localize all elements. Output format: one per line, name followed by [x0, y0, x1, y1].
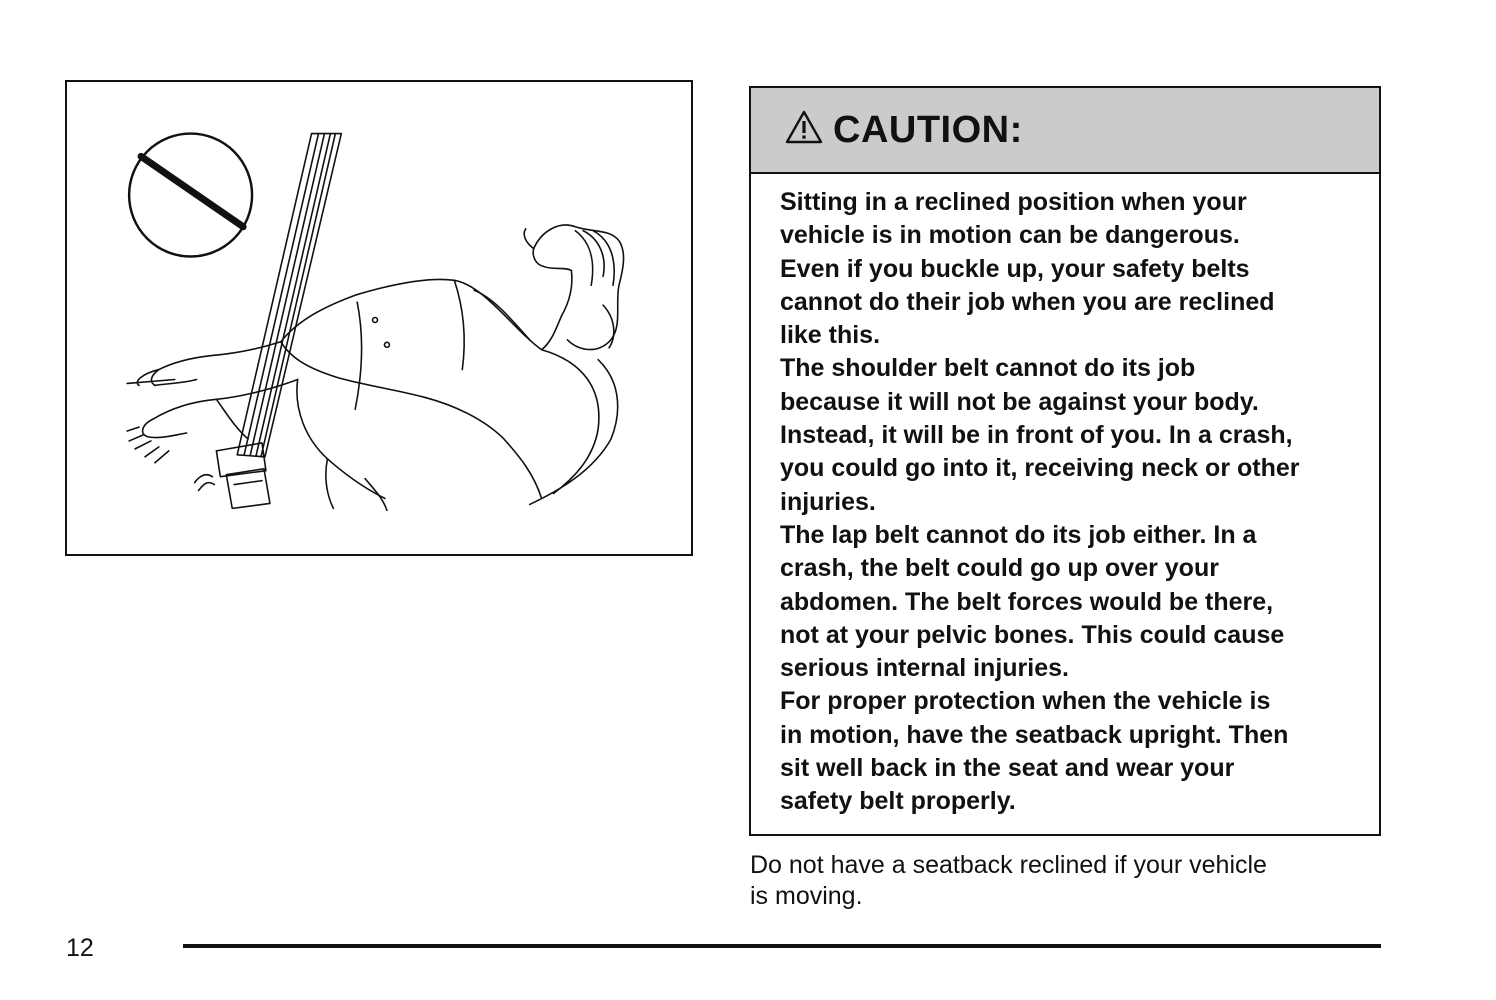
caution-paragraph: The lap belt cannot do its job either. In a crash, the belt could go up over your abdomen. The belt forces would be there, not at your pelvic bones. This could cause serious internal injuries.	[780, 520, 1285, 683]
caution-header	[751, 88, 1379, 174]
footer-rule	[183, 944, 1381, 948]
person-arms	[127, 342, 298, 491]
person-head	[524, 225, 623, 350]
reclined-seat-illustration	[65, 80, 693, 556]
caution-box	[749, 86, 1381, 836]
warning-triangle-icon	[785, 110, 823, 144]
shoulder-belt	[237, 134, 341, 457]
caution-paragraph: For proper protection when the vehicle is in motion, have the seatback upright. Then sit well back in the seat and wear your safety belt properly.	[780, 687, 1289, 816]
body-note: Do not have a seatback reclined if your vehicle is moving.	[750, 851, 1267, 910]
caution-paragraph: Sitting in a reclined position when your vehicle is in motion can be dangerous. Even if you buckle up, your safety belts cannot do their job when you are reclined like this.	[780, 188, 1275, 350]
caution-title: CAUTION:	[833, 108, 1023, 151]
caution-body	[751, 174, 1379, 819]
page-number: 12	[66, 934, 94, 962]
caution-paragraph: The shoulder belt cannot do its job because it will not be against your body. Instead, it will be in front of you. In a crash, you could go into it, receiving neck or other injuries.	[780, 354, 1300, 516]
seat-outline	[326, 360, 618, 511]
prohibition-icon	[129, 134, 252, 257]
person-torso	[281, 279, 599, 498]
